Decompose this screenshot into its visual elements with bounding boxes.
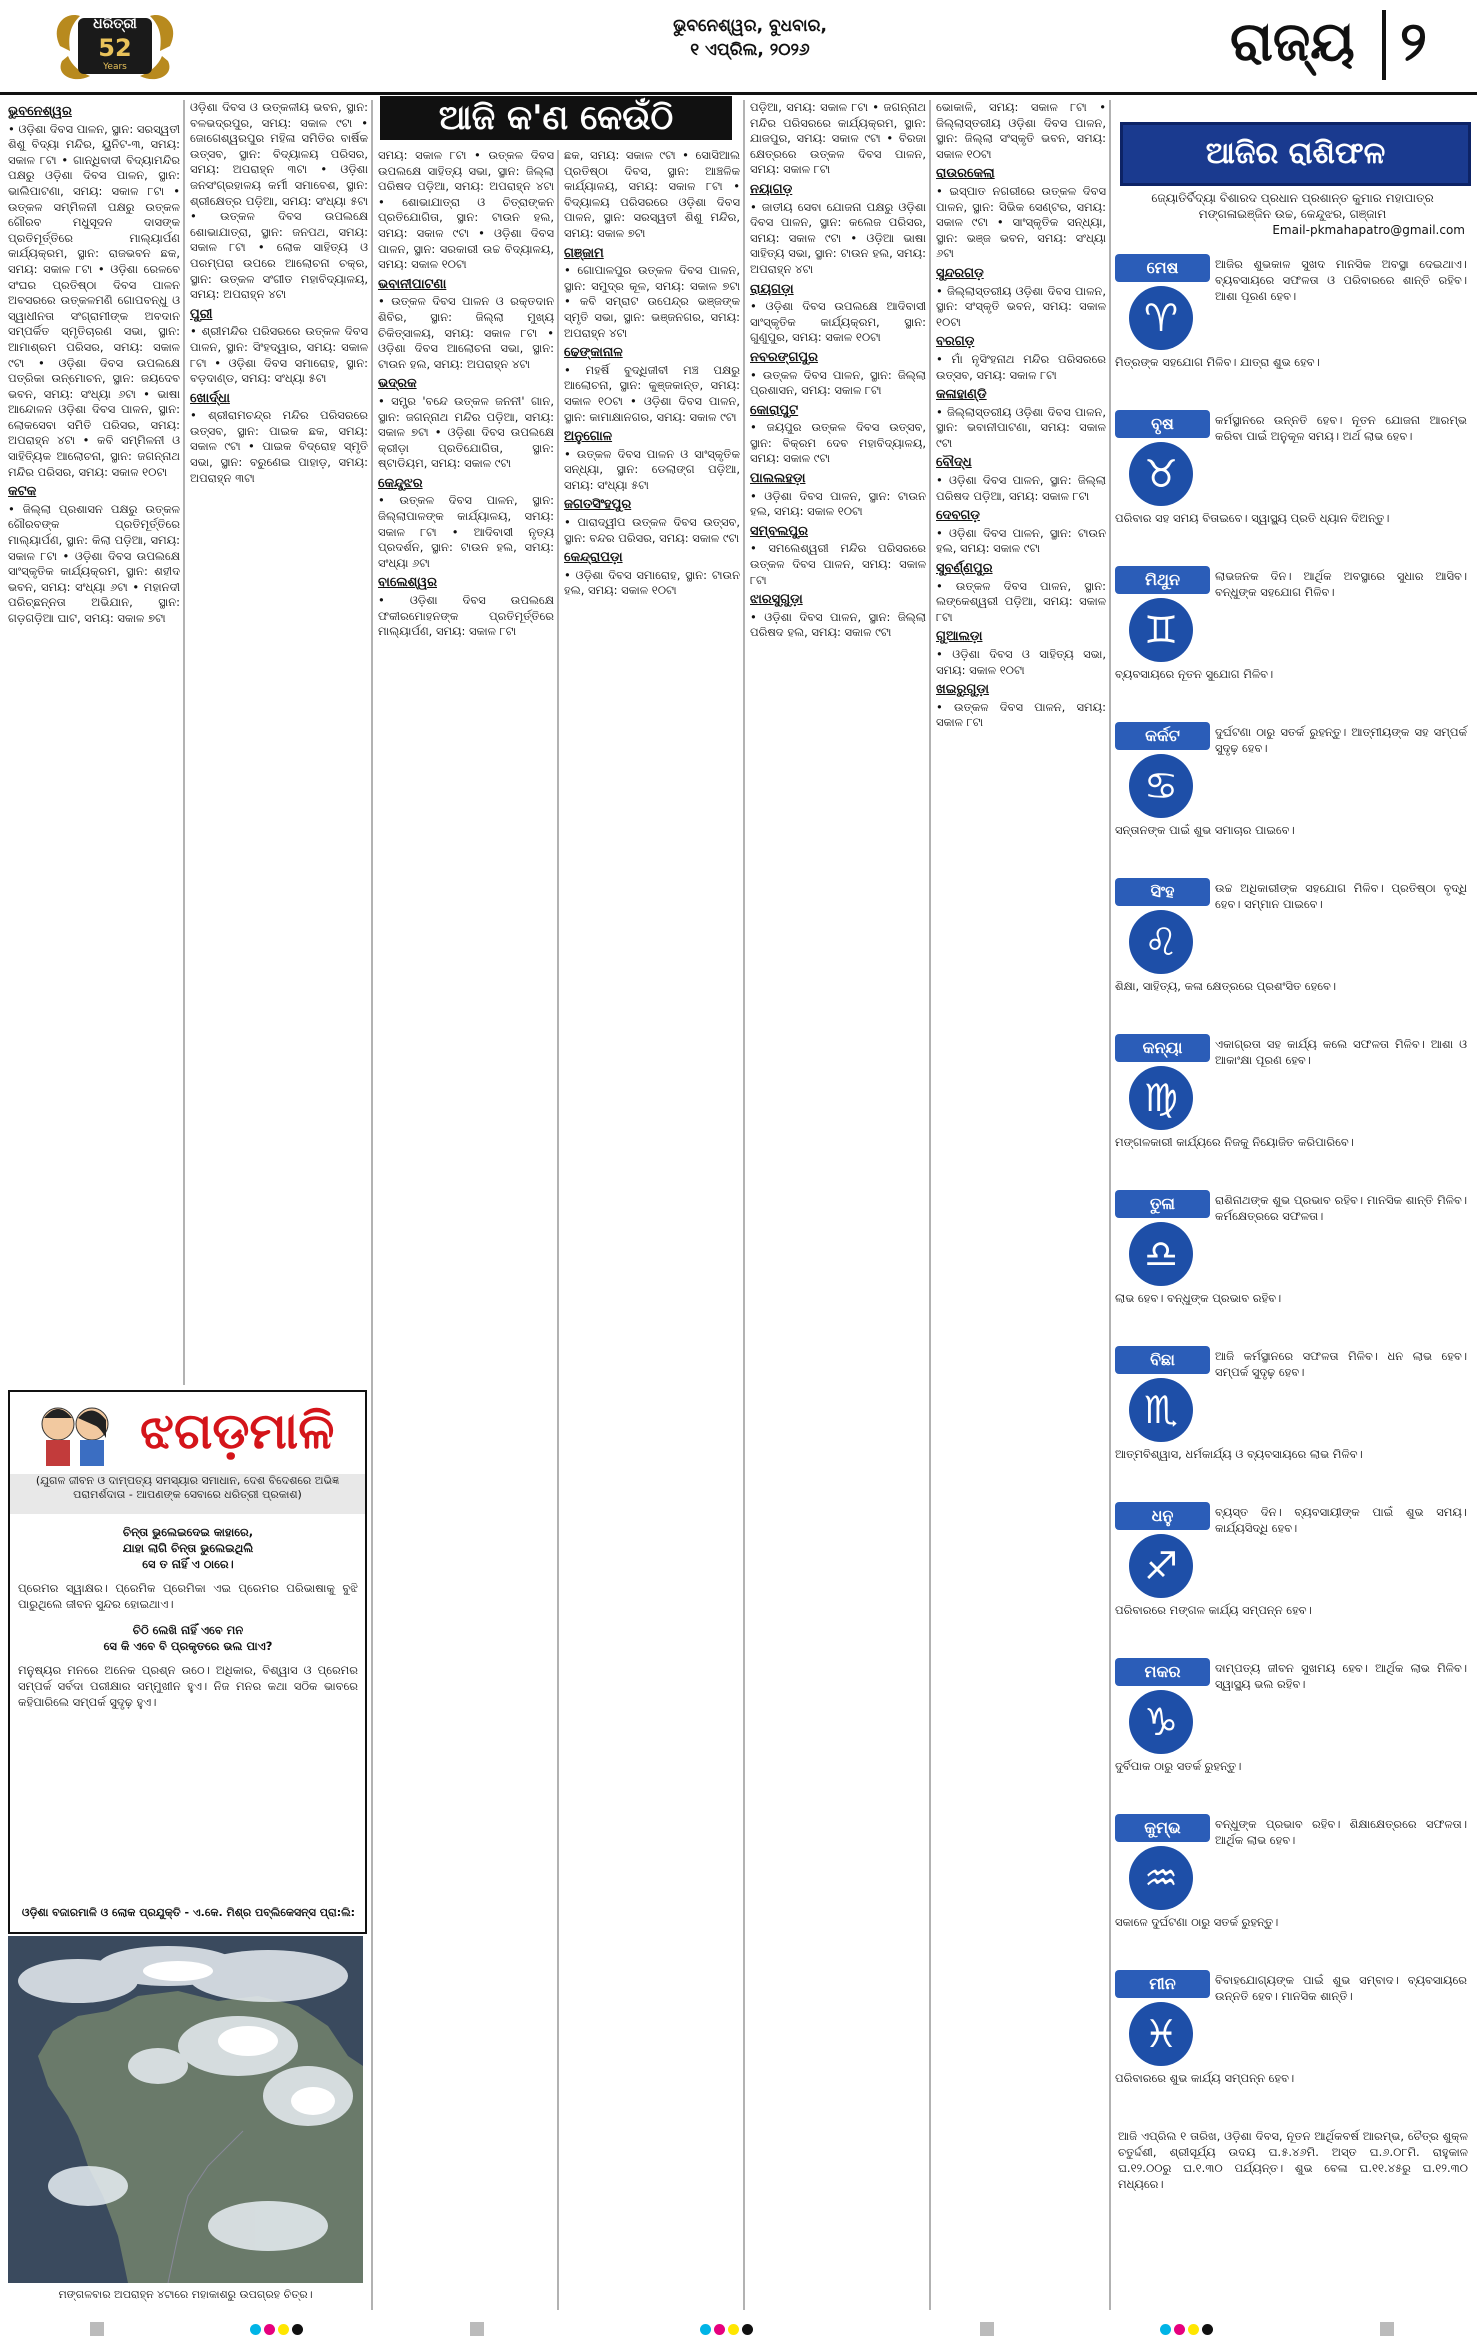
column-3 <box>378 148 554 2308</box>
event-listing: • ଓଡ଼ିଶା ଦିବସ ପାଳନ, ସ୍ଥାନ: ଟାଉନ ହଲ, ସମୟ: ସକାଳ ୯ଟା <box>936 525 1106 556</box>
sign-prediction-continued: ପରିବାର ସହ ସମୟ ବିତାଇବେ। ସ୍ୱାସ୍ଥ୍ୟ ପ୍ରତି ଧ୍ୟାନ ଦିଅନ୍ତୁ। <box>1115 511 1390 525</box>
cyan-dot <box>250 2324 261 2335</box>
district-heading: ବରଗଡ଼ <box>936 334 975 350</box>
district-heading: କଟକ <box>8 484 37 500</box>
zodiac-icon: ♐ <box>1129 1534 1193 1598</box>
black-dot <box>742 2324 753 2335</box>
sign-prediction-continued: ଲାଭ ହେବ। ବନ୍ଧୁଙ୍କ ପ୍ରଭାବ ରହିବ। <box>1115 1291 1282 1305</box>
sign-name: ଧନୁ <box>1115 1502 1210 1530</box>
sign-prediction-continued: ବ୍ୟବସାୟରେ ନୂତନ ସୁଯୋଗ ମିଳିବ। <box>1115 667 1274 681</box>
sign-name: ବିଛା <box>1115 1346 1210 1374</box>
zodiac-icon: ♉ <box>1129 442 1193 506</box>
jhagadamali-column <box>8 1390 367 1934</box>
sign-prediction: ରାଶିନାଥଙ୍କ ଶୁଭ ପ୍ରଭାବ ରହିବ। ମାନସିକ ଶାନ୍ତି ମିଳିବ। କର୍ମକ୍ଷେତ୍ରରେ ସଫଳତା। <box>1215 1193 1467 1223</box>
district-heading: ଭଦ୍ରକ <box>378 376 417 392</box>
sign-prediction: ଉଚ୍ଚ ଅଧିକାରୀଙ୍କ ସହଯୋଗ ମିଳିବ। ପ୍ରତିଷ୍ଠା ବୃଦ୍ଧି ହେବ। ସମ୍ମାନ ପାଇବେ। <box>1215 881 1467 911</box>
events-banner: ଆଜି କ'ଣ କେଉଁଠି <box>380 96 732 140</box>
column-1 <box>8 100 180 1380</box>
column-paragraph: ପ୍ରେମର ସ୍ୱାକ୍ଷର। ପ୍ରେମିକ ପ୍ରେମିକା ଏଇ ପ୍ରେମର ପରିଭାଷାକୁ ବୁଝି ପାରୁଥିଲେ ଜୀବନ ସୁନ୍ଦର ହୋଇଥାଏ। <box>18 1581 358 1611</box>
author-name: ଜ୍ୟୋତିର୍ବିଦ୍ୟା ବିଶାରଦ ପ୍ରଧାନ ପ୍ରଶାନ୍ତ କୁମାର ମହାପାତ୍ର <box>1151 191 1434 205</box>
sign-name: ସିଂହ <box>1115 878 1210 906</box>
district-heading: କଳାହାଣ୍ଡି <box>936 387 987 403</box>
cartoon-couple-icon <box>30 1398 120 1468</box>
district-heading: ନୟାଗଡ଼ <box>750 181 793 197</box>
event-listing: • ମହର୍ଷି ବୁଦ୍ଧିଜୀବୀ ମଞ୍ଚ ପକ୍ଷରୁ ଆଲୋଚନା, ସ୍ଥାନ: କୁଞ୍ଜକାନ୍ତ, ସମୟ: ସକାଳ ୧୦ଟା • ଓଡ଼ିଶା ଦିବସ ପାଳନ, ସ୍ଥାନ: କାମାକ୍ଷାନଗର, ସମୟ: ସକାଳ ୯ଟା <box>564 362 740 424</box>
logo-text: ଧରିତ୍ରୀ <box>93 16 137 32</box>
verse-line: ସେ ତ ନାହିଁ ଏ ଠାରେ। <box>142 1557 234 1571</box>
event-listing: • ଶ୍ରୀରାମଚନ୍ଦ୍ର ମନ୍ଦିର ପରିସରରେ ଉତ୍ସବ, ସ୍ଥାନ: ପାଇକ ଛକ, ସମୟ: ସକାଳ ୯ଟା • ପାଇକ ବିଦ୍ରୋହ ସ୍ମୃତି ସଭା, ସ୍ଥାନ: ବରୁଣେଇ ପାହାଡ଼, ସମୟ: ଅପରାହ୍ନ ୩ଟା <box>190 408 368 485</box>
sign-prediction: ବନ୍ଧୁଙ୍କ ପ୍ରଭାବ ରହିବ। ଶିକ୍ଷାକ୍ଷେତ୍ରରେ ସଫଳତା। ଆର୍ଥିକ ଲାଭ ହେବ। <box>1215 1817 1467 1847</box>
column-2 <box>190 100 368 1380</box>
sign-prediction-continued: ପରିବାରରେ ମଙ୍ଗଳ କାର୍ଯ୍ୟ ସମ୍ପନ୍ନ ହେବ। <box>1115 1603 1312 1617</box>
ad-header <box>30 1392 360 1472</box>
satellite-image <box>8 1936 363 2283</box>
event-listing: • ଉତ୍କଳ ଦିବସ ପାଳନ, ସ୍ଥାନ: ଲଙ୍କେଶ୍ୱରୀ ପଡ଼ିଆ, ସମୟ: ସକାଳ ୮ଟା <box>936 578 1106 624</box>
district-heading: ଗୁଆଲଡ଼ା <box>936 629 983 645</box>
magenta-dot <box>1174 2324 1185 2335</box>
section-divider <box>1382 10 1386 80</box>
zodiac-icon: ♊ <box>1129 598 1193 662</box>
column-6 <box>936 100 1106 2308</box>
yellow-dot <box>278 2324 289 2335</box>
yellow-dot <box>728 2324 739 2335</box>
registration-mark <box>1380 2322 1394 2336</box>
district-heading: ଗଞ୍ଜାମ <box>564 245 604 261</box>
column-5 <box>750 100 926 2308</box>
sign-prediction: ଦୁର୍ଘଟଣା ଠାରୁ ସତର୍କ ରୁହନ୍ତୁ। ଆତ୍ମୀୟଙ୍କ ସହ ସମ୍ପର୍କ ସୁଦୃଢ଼ ହେବ। <box>1215 725 1467 755</box>
black-dot <box>292 2324 303 2335</box>
dateline <box>600 14 900 62</box>
event-listing: • ଜୟପୁର ଉତ୍କଳ ଦିବସ ଉତ୍ସବ, ସ୍ଥାନ: ବିକ୍ରମ ଦେବ ମହାବିଦ୍ୟାଳୟ, ସମୟ: ସକାଳ ୯ଟା <box>750 420 926 466</box>
zodiac-icon: ♑ <box>1129 1690 1193 1754</box>
zodiac-icon: ♎ <box>1129 1222 1193 1286</box>
column-footer: ଓଡ଼ିଶା ବଜାରମାଳି ଓ ଲୋକ ପ୍ରଯୁକ୍ତି - ଏ.କେ. ମିଶ୍ର ପବ୍ଲିକେସନ୍ସ ପ୍ରା:ଲି: <box>21 1906 356 1919</box>
event-listing: • ଓଡ଼ିଶା ଦିବସ ପାଳନ, ସ୍ଥାନ: ଟାଉନ ହଲ, ସମୟ: ସକାଳ ୧୦ଟା <box>750 488 926 519</box>
event-listing: ପଡ଼ିଆ, ସମୟ: ସକାଳ ୮ଟା • ଜଗନ୍ନାଥ ମନ୍ଦିର ପରିସରରେ କାର୍ଯ୍ୟକ୍ରମ, ସ୍ଥାନ: ଯାଜପୁର, ସମୟ: ସକାଳ ୯ଟା • ବିରଜା କ୍ଷେତ୍ରରେ ଉତ୍କଳ ଦିବସ ପାଳନ, ସମୟ: ସକାଳ ୮ଟା <box>750 100 926 177</box>
sign-prediction: କର୍ମସ୍ଥାନରେ ଉନ୍ନତି ହେବ। ନୂତନ ଯୋଜନା ଆରମ୍ଭ କରିବା ପାଇଁ ଅନୁକୂଳ ସମୟ। ଅର୍ଥ ଲାଭ ହେବ। <box>1215 413 1467 443</box>
logo-years-sub: Years <box>103 62 127 72</box>
district-heading: ଝାରସୁଗୁଡ଼ା <box>750 592 803 608</box>
yellow-dot <box>1188 2324 1199 2335</box>
place-day: ଭୁବନେଶ୍ୱର, ବୁଧବାର, <box>673 16 827 36</box>
sign-name: ମକର <box>1115 1658 1210 1686</box>
issue-date: ୧ ଏପ୍ରିଲ, ୨୦୨୬ <box>690 40 810 60</box>
question-line: ଚିଠି ଲେଖି ନାହିଁ ଏବେ ମନ <box>132 1623 244 1637</box>
sign-name: ବୃଷ <box>1115 410 1210 438</box>
district-heading: ଦେବଗଡ଼ <box>936 508 980 524</box>
event-listing: • ଓଡ଼ିଶା ଦିବସ ଉପଲକ୍ଷେ ଫକୀରମୋହନଙ୍କ ପ୍ରତିମୂର୍ତ୍ତିରେ ମାଲ୍ୟାର୍ପଣ, ସମୟ: ସକାଳ ୮ଟା <box>378 593 554 639</box>
zodiac-icon: ♍ <box>1129 1066 1193 1130</box>
district-heading: ଅନୁଗୋଳ <box>564 429 613 445</box>
event-listing: ସମୟ: ସକାଳ ୮ଟା • ଉତ୍କଳ ଦିବସ ଉପଲକ୍ଷେ ସାହିତ୍ୟ ସଭା, ସ୍ଥାନ: ଜିଲ୍ଲା ପରିଷଦ ପଡ଼ିଆ, ସମୟ: ଅପରାହ୍ନ ୪ଟା • ଶୋଭାଯାତ୍ରା ଓ ଚିତ୍ରାଙ୍କନ ପ୍ରତିଯୋଗିତା, ସ୍ଥାନ: ଟାଉନ ହଲ, ସମୟ: ସକାଳ ୯ଟା • ଓଡ଼ିଶା ଦିବସ ପାଳନ, ସ୍ଥାନ: ସରକାରୀ ଉଚ୍ଚ ବିଦ୍ୟାଳୟ, ସମୟ: ସକାଳ ୧୦ଟା <box>378 148 554 272</box>
district-heading: ସୁନ୍ଦରଗଡ଼ <box>936 265 984 281</box>
black-dot <box>1202 2324 1213 2335</box>
event-listing: • ଉତ୍କଳ ଦିବସ ପାଳନ ଓ ରକ୍ତଦାନ ଶିବିର, ସ୍ଥାନ: ଜିଲ୍ଲା ମୁଖ୍ୟ ଚିକିତ୍ସାଳୟ, ସମୟ: ସକାଳ ୮ଟା • ଓଡ଼ିଶା ଦିବସ ଆଲୋଚନା ସଭା, ସ୍ଥାନ: ଟାଉନ ହଲ, ସମୟ: ଅପରାହ୍ନ ୪ଟା <box>378 294 554 371</box>
event-listing: • ମାଁ ନୃସିଂହନାଥ ମନ୍ଦିର ପରିସରରେ ଉତ୍ସବ, ସମୟ: ସକାଳ ୮ଟା <box>936 351 1106 382</box>
district-heading: ରାୟଗଡ଼ା <box>750 281 794 297</box>
sign-prediction-continued: ଆତ୍ମବିଶ୍ୱାସ, ଧର୍ମକାର୍ଯ୍ୟ ଓ ବ୍ୟବସାୟରେ ଲାଭ ମିଳିବ। <box>1115 1447 1363 1461</box>
column-brand: ଝଗଡ଼ମାଳି <box>140 1402 335 1460</box>
zodiac-icon: ♋ <box>1129 754 1193 818</box>
district-heading: ପୁରୀ <box>190 306 213 322</box>
sign-prediction-continued: ଦୁର୍ବିପାକ ଠାରୁ ସତର୍କ ରୁହନ୍ତୁ। <box>1115 1759 1242 1773</box>
district-heading: ବାଲେଶ୍ୱର <box>378 575 437 591</box>
registration-mark <box>980 2322 994 2336</box>
weather-map <box>8 1936 363 2283</box>
verse-line: ଚିନ୍ତା ଭୁଲେଇଦେଇ କାହାରେ, <box>122 1525 254 1539</box>
event-listing: • ସମ୍ପ୍ର 'ବନ୍ଦେ ଉତ୍କଳ ଜନନୀ' ଗାନ, ସ୍ଥାନ: ଜଗନ୍ନାଥ ମନ୍ଦିର ପଡ଼ିଆ, ସମୟ: ସକାଳ ୭ଟା • ଓଡ଼ିଶା ଦିବସ ଉପଲକ୍ଷେ କ୍ରୀଡ଼ା ପ୍ରତିଯୋଗିତା, ସ୍ଥାନ: ଷ୍ଟାଡିୟମ, ସମୟ: ସକାଳ ୯ଟା <box>378 393 554 471</box>
event-listing: • ଉତ୍କଳ ଦିବସ ପାଳନ ଓ ସାଂସ୍କୃତିକ ସନ୍ଧ୍ୟା, ସ୍ଥାନ: ଡେଲାଙ୍ଗ ପଡ଼ିଆ, ସମୟ: ସଂଧ୍ୟା ୫ଟା <box>564 446 740 492</box>
district-heading: ଖୋର୍ଦ୍ଧା <box>190 390 230 406</box>
section-title: ରାଜ୍ୟ <box>1230 10 1355 73</box>
zodiac-icon: ♌ <box>1129 910 1193 974</box>
event-listing: • ଜାତୀୟ ସେବା ଯୋଜନା ପକ୍ଷରୁ ଓଡ଼ିଶା ଦିବସ ପାଳନ, ସ୍ଥାନ: କଲେଜ ପରିସର, ସମୟ: ସକାଳ ୯ଟା • ଓଡ଼ିଆ ଭାଷା ସାହିତ୍ୟ ସଭା, ସ୍ଥାନ: ଟାଉନ ହଲ, ସମୟ: ଅପରାହ୍ନ ୪ଟା <box>750 199 926 276</box>
event-listing: • ଶ୍ରୀମନ୍ଦିର ପରିସରରେ ଉତ୍କଳ ଦିବସ ପାଳନ, ସ୍ଥାନ: ସିଂହଦ୍ୱାର, ସମୟ: ସକାଳ ୮ଟା • ଓଡ଼ିଶା ଦିବସ ସମାରୋହ, ସ୍ଥାନ: ବଡ଼ଦାଣ୍ଡ, ସମୟ: ସଂଧ୍ୟା ୫ଟା <box>190 324 368 386</box>
zodiac-icon: ♈ <box>1129 286 1193 350</box>
event-listing: ଭୋକାଳି, ସମୟ: ସକାଳ ୮ଟା • ଜିଲ୍ଲାସ୍ତରୀୟ ଓଡ଼ିଶା ଦିବସ ପାଳନ, ସ୍ଥାନ: ଜିଲ୍ଲା ସଂସ୍କୃତି ଭବନ, ସମୟ: ସକାଳ ୧୦ଟା <box>936 100 1106 161</box>
district-heading: କୋରାପୁଟ <box>750 402 799 418</box>
event-listing: • ଗୋପାଳପୁର ଉତ୍କଳ ଦିବସ ପାଳନ, ସ୍ଥାନ: ସମୁଦ୍ର କୂଳ, ସମୟ: ସକାଳ ୭ଟା • କବି ସମ୍ରାଟ ଉପେନ୍ଦ୍ର ଭଞ୍ଜଙ୍କ ସ୍ମୃତି ସଭା, ସ୍ଥାନ: ଭଞ୍ଜନଗର, ସମୟ: ଅପରାହ୍ନ ୪ଟା <box>564 263 740 340</box>
district-heading: ଜଗତସିଂହପୁର <box>564 497 632 513</box>
district-heading: ଭୁବନେଶ୍ୱର <box>8 104 72 119</box>
horoscope-author <box>1120 190 1465 238</box>
satellite-caption: ମଙ୍ଗଳବାର ଅପରାହ୍ନ ୪ଟାରେ ମହାକାଶରୁ ଉପଗ୍ରହ ଚିତ୍ର। <box>58 2288 313 2301</box>
district-heading: ଭବାନୀପାଟଣା <box>378 276 447 292</box>
sign-prediction: ଆଜି କର୍ମସ୍ଥାନରେ ସଫଳତା ମିଳିବ। ଧନ ଲାଭ ହେବ। ସମ୍ପର୍କ ସୁଦୃଢ଼ ହେବ। <box>1215 1349 1467 1379</box>
event-listing: • ଓଡ଼ିଶା ଦିବସ ଓ ସାହିତ୍ୟ ସଭା, ସମୟ: ସକାଳ ୧୦ଟା <box>936 647 1106 677</box>
sign-prediction-continued: ମିତ୍ରଙ୍କ ସହଯୋଗ ମିଳିବ। ଯାତ୍ରା ଶୁଭ ହେବ। <box>1115 355 1320 369</box>
district-heading: ନବରଙ୍ଗପୁର <box>750 349 819 365</box>
sign-name: ମେଷ <box>1115 254 1210 282</box>
magenta-dot <box>264 2324 275 2335</box>
registration-mark <box>470 2322 484 2336</box>
event-listing: • ଓଡ଼ିଶା ଦିବସ ସମାରୋହ, ସ୍ଥାନ: ଟାଉନ ହଲ, ସମୟ: ସକାଳ ୧୦ଟା <box>564 567 740 598</box>
zodiac-icon: ♏ <box>1129 1378 1193 1442</box>
panchang-note: ଆଜି ଏପ୍ରିଲ ୧ ତାରିଖ, ଓଡ଼ିଶା ଦିବସ, ନୂତନ ଆର୍ଥିକବର୍ଷ ଆରମ୍ଭ, ଚୈତ୍ର ଶୁକ୍ଳ ଚତୁର୍ଦ୍ଦଶୀ, ଶ୍ରୀସୂର୍ଯ୍ୟ ଉଦୟ ଘ.୫.୪୬ମି. ଅସ୍ତ ଘ.୬.୦୮ମି. ରାହୁକାଳ ଘ.୧୨.୦୦ରୁ ଘ.୧.୩୦ ପର୍ଯ୍ୟନ୍ତ। ଶୁଭ ବେଳା ଘ.୧୧.୪୫ରୁ ଘ.୧୨.୩୦ ମଧ୍ୟରେ। <box>1118 2129 1468 2191</box>
sign-prediction: ବିବାହଯୋଗ୍ୟଙ୍କ ପାଇଁ ଶୁଭ ସମ୍ବାଦ। ବ୍ୟବସାୟରେ ଉନ୍ନତି ହେବ। ମାନସିକ ଶାନ୍ତି। <box>1215 1973 1467 2003</box>
sign-name: ମିଥୁନ <box>1115 566 1210 594</box>
sign-prediction-continued: ଶିକ୍ଷା, ସାହିତ୍ୟ, କଳା କ୍ଷେତ୍ରରେ ପ୍ରଶଂସିତ ହେବେ। <box>1115 979 1337 993</box>
district-heading: ଢେଙ୍କାନାଳ <box>564 345 623 361</box>
event-listing: • ଉତ୍କଳ ଦିବସ ପାଳନ, ସ୍ଥାନ: ଜିଲ୍ଲାପାଳଙ୍କ କାର୍ଯ୍ୟାଳୟ, ସମୟ: ସକାଳ ୮ଟା • ଆଦିବାସୀ ନୃତ୍ୟ ପ୍ରଦର୍ଶନ, ସ୍ଥାନ: ଟାଉନ ହଲ, ସମୟ: ସଂଧ୍ୟା ୬ଟା <box>378 493 554 570</box>
author-email: Email-pkmahapatro@gmail.com <box>1272 223 1465 237</box>
sign-name: ତୁଳା <box>1115 1190 1210 1218</box>
event-listing: ଛକ, ସମୟ: ସକାଳ ୯ଟା • ସୋସିଆଲ ପ୍ରତିଷ୍ଠା ଦିବସ, ସ୍ଥାନ: ଆଞ୍ଚଳିକ କାର୍ଯ୍ୟାଳୟ, ସମୟ: ସକାଳ ୮ଟା • ବିଦ୍ୟାଳୟ ପରିସରରେ ଓଡ଼ିଶା ଦିବସ ପାଳନ, ସ୍ଥାନ: ସରସ୍ୱତୀ ଶିଶୁ ମନ୍ଦିର, ସମୟ: ସକାଳ ୭ଟା <box>564 148 740 240</box>
event-listing: • ଓଡ଼ିଶା ଦିବସ ପାଳନ, ସ୍ଥାନ: ଜିଲ୍ଲା ପରିଷଦ ହଲ, ସମୟ: ସକାଳ ୯ଟା <box>750 609 926 640</box>
district-heading: ରାଉରକେଲା <box>936 166 995 182</box>
verse-line: ଯାହା ଲାଗି ଚିନ୍ତା ଭୁଲେଇଥିଲି <box>122 1541 254 1555</box>
event-listing: • ଓଡ଼ିଶା ଦିବସ ପାଳନ, ସ୍ଥାନ: ସରସ୍ୱତୀ ଶିଶୁ ବିଦ୍ୟା ମନ୍ଦିର, ୟୁନିଟ-୩, ସମୟ: ସକାଳ ୮ଟା • ଗାନ୍ଧିବାଦୀ ବିଦ୍ୟାମନ୍ଦିର ପକ୍ଷରୁ ଓଡ଼ିଶା ଦିବସ ପାଳନ, ସ୍ଥାନ: ଭାଲିପାଟଣା, ସମୟ: ସକାଳ ୮ଟା • ଉତ୍କଳ ସମ୍ମିଳନୀ ପକ୍ଷରୁ ଉତ୍କଳ ଗୌରବ ମଧୁସୂଦନ ଦାସଙ୍କ ପ୍ରତିମୂର୍ତ୍ତିରେ ମାଲ୍ୟାର୍ପଣ କାର୍ଯ୍ୟକ୍ରମ, ସ୍ଥାନ: ରାଜଭବନ ଛକ, ସମୟ: ସକାଳ ୮ଟା • ଓଡ଼ିଶା ରେଳବେ ସଂଘର ପ୍ରତିଷ୍ଠା ଦିବସ ପାଳନ ଅବସରରେ ଉତ୍କଳମଣି ଗୋପବନ୍ଧୁ ଓ ସ୍ୱାଧୀନତା ସଂଗ୍ରାମୀଙ୍କ ଅବଦାନ ସମ୍ପର୍କିତ ସ୍ମୃତିଚାରଣ ସଭା, ସ୍ଥାନ: ଆମାଶ୍ରମ ପରିସର, ସମୟ: ସକାଳ ୯ଟା • ଓଡ଼ିଶା ଦିବସ ଉପଲକ୍ଷେ ପତ୍ରିକା ଉନ୍ମୋଚନ, ସ୍ଥାନ: ଜୟଦେବ ଭବନ, ସମୟ: ସଂଧ୍ୟା ୬ଟା • ଭାଷା ଆନ୍ଦୋଳନ ଓଡ଼ିଶା ଦିବସ ପାଳନ, ସ୍ଥାନ: ଲୋକସେବା ସମିତି ପରିସର, ସମୟ: ଅପରାହ୍ନ ୪ଟା • କବି ସମ୍ମିଳନୀ ଓ ସାହିତ୍ୟିକ ଆଲୋଚନା, ସ୍ଥାନ: ଜଗନ୍ନାଥ ମନ୍ଦିର ପରିସର, ସମୟ: ସକାଳ ୧୦ଟା <box>8 121 180 479</box>
event-listing: • ଜିଲ୍ଲାସ୍ତରୀୟ ଓଡ଼ିଶା ଦିବସ ପାଳନ, ସ୍ଥାନ: ସଂସ୍କୃତି ଭବନ, ସମୟ: ସକାଳ ୧୦ଟା <box>936 283 1106 329</box>
sign-name: କର୍କଟ <box>1115 722 1210 750</box>
horoscope-title: ଆଜିର ରାଶିଫଳ <box>1120 122 1471 186</box>
event-listing: • ଉତ୍କଳ ଦିବସ ପାଳନ, ସ୍ଥାନ: ଜିଲ୍ଲା ପ୍ରଶାସନ, ସମୟ: ସକାଳ ୮ଟା <box>750 367 926 398</box>
page-number: ୨ <box>1400 10 1427 73</box>
sign-name: ମୀନ <box>1115 1970 1210 1998</box>
column-tagline: (ଯୁଗଳ ଜୀବନ ଓ ଦାମ୍ପତ୍ୟ ସମସ୍ୟାର ସମାଧାନ, ଦେଶ ବିଦେଶରେ ଅଭିଜ୍ଞ ପରାମର୍ଶଦାତା - ଆପଣଙ୍କ ସେବାରେ ଧରିତ୍ରୀ ପ୍ରକାଶ) <box>10 1474 365 1514</box>
zodiac-icon: ♒ <box>1129 1846 1193 1910</box>
masthead <box>0 0 1477 95</box>
sign-prediction-continued: ପରିବାରରେ ଶୁଭ କାର୍ଯ୍ୟ ସମ୍ପନ୍ନ ହେବ। <box>1115 2071 1295 2085</box>
logo-years: 52 <box>98 34 132 62</box>
sign-prediction-continued: ମଙ୍ଗଳକାରୀ କାର୍ଯ୍ୟରେ ନିଜକୁ ନିୟୋଜିତ କରିପାରିବେ। <box>1115 1135 1354 1149</box>
sign-prediction: ଆଜିର ଶୁଭକାଳ ସୁଖଦ ମାନସିକ ଅବସ୍ଥା ଦେଇଥାଏ। ବ୍ୟବସାୟରେ ସଫଳତା ଓ ପରିବାରରେ ଶାନ୍ତି ରହିବ। ଆଶା ପୂରଣ ହେବ। <box>1215 257 1467 303</box>
sign-name: କନ୍ୟା <box>1115 1034 1210 1062</box>
event-listing: • ସମଲେଶ୍ୱରୀ ମନ୍ଦିର ପରିସରରେ ଉତ୍କଳ ଦିବସ ପାଳନ, ସମୟ: ସକାଳ ୮ଟା <box>750 541 926 587</box>
column-4 <box>564 148 740 2308</box>
column-paragraph: ମନୁଷ୍ୟର ମନରେ ଅନେକ ପ୍ରଶ୍ନ ଉଠେ। ଅଧିକାର, ବିଶ୍ୱାସ ଓ ପ୍ରେମର ସମ୍ପର୍କ ସର୍ବଦା ପରୀକ୍ଷାର ସମ୍ମୁଖୀନ ହୁଏ। ନିଜ ମନର କଥା ସଠିକ ଭାବରେ କହିପାରିଲେ ସମ୍ପର୍କ ସୁଦୃଢ଼ ହୁଏ। <box>18 1663 358 1709</box>
sign-prediction-continued: ସକାଳେ ଦୁର୍ଘଟଣା ଠାରୁ ସତର୍କ ରୁହନ୍ତୁ। <box>1115 1915 1279 1929</box>
district-heading: ସୁବର୍ଣ୍ଣପୁର <box>936 561 993 577</box>
event-listing: • ପାରାଦ୍ୱୀପ ଉତ୍କଳ ଦିବସ ଉତ୍ସବ, ସ୍ଥାନ: ବନ୍ଦର ପରିସର, ସମୟ: ସକାଳ ୯ଟା <box>564 515 740 545</box>
zodiac-icon: ♓ <box>1129 2002 1193 2066</box>
cyan-dot <box>700 2324 711 2335</box>
sign-prediction-continued: ସନ୍ତାନଙ୍କ ପାଇଁ ଶୁଭ ସମାଚାର ପାଇବେ। <box>1115 823 1295 837</box>
event-listing: • ଜିଲ୍ଲା ପ୍ରଶାସନ ପକ୍ଷରୁ ଉତ୍କଳ ଗୌରବଙ୍କ ପ୍ରତିମୂର୍ତ୍ତିରେ ମାଲ୍ୟାର୍ପଣ, ସ୍ଥାନ: କିଲା ପଡ଼ିଆ, ସମୟ: ସକାଳ ୮ଟା • ଓଡ଼ିଶା ଦିବସ ଉପଲକ୍ଷେ ସାଂସ୍କୃତିକ କାର୍ଯ୍ୟକ୍ରମ, ସ୍ଥାନ: ଶହୀଦ ଭବନ, ସମୟ: ସଂଧ୍ୟା ୬ଟା • ମହାନଦୀ ପରିଚ୍ଛନ୍ନତା ଅଭିଯାନ, ସ୍ଥାନ: ଗଡ଼ଗଡ଼ିଆ ଘାଟ, ସମୟ: ସକାଳ ୭ଟା <box>8 501 180 625</box>
event-listing: • ଓଡ଼ିଶା ଦିବସ ଉପଲକ୍ଷେ ଆଦିବାସୀ ସାଂସ୍କୃତିକ କାର୍ଯ୍ୟକ୍ରମ, ସ୍ଥାନ: ଗୁଣୁପୁର, ସମୟ: ସକାଳ ୧୦ଟା <box>750 299 926 345</box>
district-heading: ପାଲଲହଡ଼ା <box>750 471 806 487</box>
event-listing: • ଇସ୍ପାତ ନଗରୀରେ ଉତ୍କଳ ଦିବସ ପାଳନ, ସ୍ଥାନ: ସିଭିକ ସେଣ୍ଟର, ସମୟ: ସକାଳ ୯ଟା • ସାଂସ୍କୃତିକ ସନ୍ଧ୍ୟା, ସ୍ଥାନ: ଭଞ୍ଜ ଭବନ, ସମୟ: ସଂଧ୍ୟା ୬ଟା <box>936 183 1106 261</box>
column-body <box>18 1520 358 1710</box>
district-heading: ବୌଦ୍ଧ <box>936 455 972 471</box>
author-address: ମଙ୍ଗଳାଇଞ୍ଜିନ ଉଚ୍ଚ, କେନ୍ଦୁଝର, ଗଞ୍ଜାମ <box>1198 207 1387 221</box>
sign-prediction: ଦାମ୍ପତ୍ୟ ଜୀବନ ସୁଖମୟ ହେବ। ଆର୍ଥିକ ଲାଭ ମିଳିବ। ସ୍ୱାସ୍ଥ୍ୟ ଭଲ ରହିବ। <box>1215 1661 1467 1691</box>
event-listing: ଓଡ଼ିଶା ଦିବସ ଓ ଉତ୍କଳୀୟ ଭବନ, ସ୍ଥାନ: ବଳଭଦ୍ରପୁର, ସମୟ: ସକାଳ ୯ଟା • ଜୋଗେଶ୍ୱରପୁର ମହିଳା ସମିତିର ବାର୍ଷିକ ଉତ୍ସବ, ସ୍ଥାନ: ବିଦ୍ୟାଳୟ ପରିସର, ସମୟ: ଅପରାହ୍ନ ୩ଟା • ଓଡ଼ିଶା ଜନସଂଗ୍ରହାଳୟ କର୍ମୀ ସମାବେଶ, ସ୍ଥାନ: ଶ୍ରୀକ୍ଷେତ୍ର ପଡ଼ିଆ, ସମୟ: ସଂଧ୍ୟା ୫ଟା • ଉତ୍କଳ ଦିବସ ଉପଲକ୍ଷେ ଶୋଭାଯାତ୍ରା, ସ୍ଥାନ: ଜନପଥ, ସମୟ: ସକାଳ ୮ଟା • ଲୋକ ସାହିତ୍ୟ ଓ ପରମ୍ପରା ଉପରେ ଆଲୋଚନା ଚକ୍ର, ସ୍ଥାନ: ଉତ୍କଳ ସଂଗୀତ ମହାବିଦ୍ୟାଳୟ, ସମୟ: ଅପରାହ୍ନ ୪ଟା <box>190 100 368 302</box>
district-heading: ଖଇରୁଗୁଡ଼ା <box>936 682 989 698</box>
magenta-dot <box>714 2324 725 2335</box>
event-listing: • ଓଡ଼ିଶା ଦିବସ ପାଳନ, ସ୍ଥାନ: ଜିଲ୍ଲା ପରିଷଦ ପଡ଼ିଆ, ସମୟ: ସକାଳ ୮ଟା <box>936 473 1106 503</box>
registration-mark <box>90 2322 104 2336</box>
cyan-dot <box>1160 2324 1171 2335</box>
sign-prediction: ବ୍ୟସ୍ତ ଦିନ। ବ୍ୟବସାୟୀଙ୍କ ପାଇଁ ଶୁଭ ସମୟ। କାର୍ଯ୍ୟସିଦ୍ଧି ହେବ। <box>1215 1505 1467 1535</box>
event-listing: • ଜିଲ୍ଲାସ୍ତରୀୟ ଓଡ଼ିଶା ଦିବସ ପାଳନ, ସ୍ଥାନ: ଭବାନୀପାଟଣା, ସମୟ: ସକାଳ ୯ଟା <box>936 404 1106 450</box>
question-line: ସେ କି ଏବେ ବି ପ୍ରକୃତରେ ଭଲ ପାଏ? <box>103 1639 273 1653</box>
event-listing: • ଉତ୍କଳ ଦିବସ ପାଳନ, ସମୟ: ସକାଳ ୮ଟା <box>936 699 1106 730</box>
district-heading: ସମ୍ବଲପୁର <box>750 523 808 539</box>
sign-prediction: ଲାଭଜନକ ଦିନ। ଆର୍ଥିକ ଅବସ୍ଥାରେ ସୁଧାର ଆସିବ। ବନ୍ଧୁଙ୍କ ସହଯୋଗ ମିଳିବ। <box>1215 569 1467 599</box>
district-heading: କେନ୍ଦୁଝର <box>378 475 423 491</box>
sign-name: କୁମ୍ଭ <box>1115 1814 1210 1842</box>
sign-prediction: ଏକାଗ୍ରତା ସହ କାର୍ଯ୍ୟ କଲେ ସଫଳତା ମିଳିବ। ଆଶା ଓ ଆକାଂକ୍ଷା ପୂରଣ ହେବ। <box>1215 1037 1467 1067</box>
district-heading: କେନ୍ଦ୍ରାପଡ଼ା <box>564 550 623 566</box>
